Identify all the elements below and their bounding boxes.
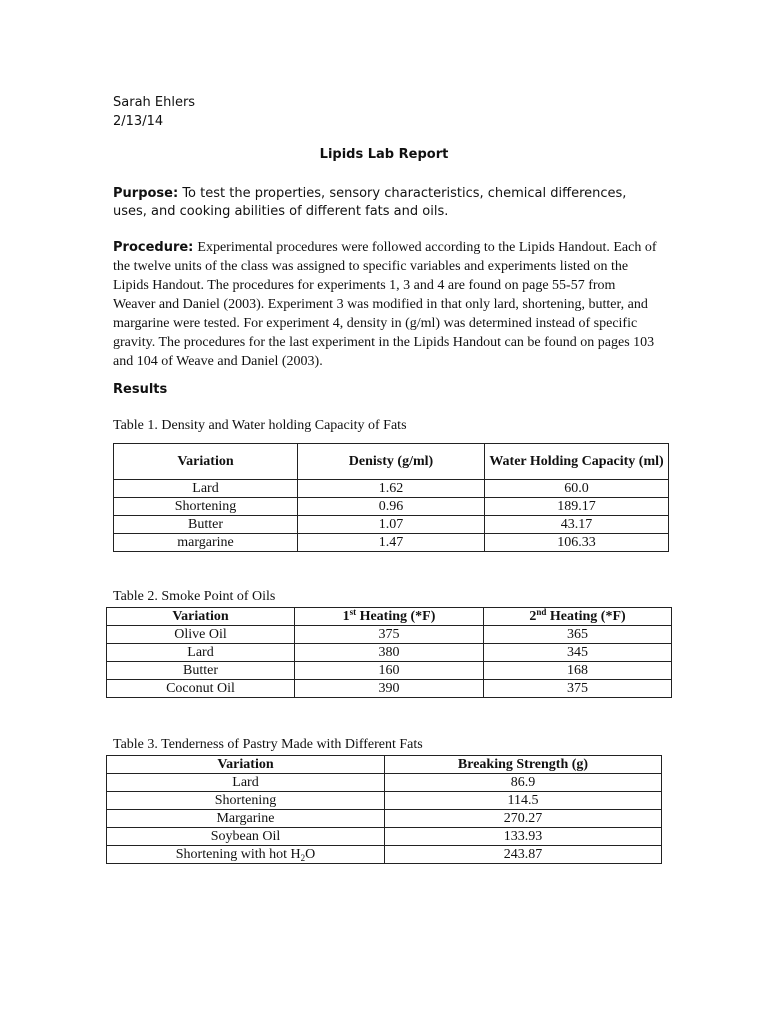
- author-name: Sarah Ehlers: [113, 95, 196, 110]
- table-row: [107, 774, 662, 792]
- report-title: Lipids Lab Report: [319, 147, 449, 162]
- purpose-paragraph: [113, 185, 658, 221]
- table-row: [114, 498, 669, 516]
- table-cell: 114.5: [385, 792, 662, 810]
- table-row: [107, 810, 662, 828]
- procedure-paragraph: [113, 238, 658, 371]
- table-row: [107, 792, 662, 810]
- table-cell: Soybean Oil: [107, 828, 385, 846]
- table-row: [107, 680, 672, 698]
- table-header-cell: Variation: [107, 608, 295, 626]
- table-cell: 43.17: [485, 516, 669, 534]
- table-header-cell: 1st Heating (*F): [295, 608, 484, 626]
- table-cell: 1.47: [298, 534, 485, 552]
- table-header-cell: Variation: [107, 756, 385, 774]
- table-row: [107, 662, 672, 680]
- table-cell: 1.07: [298, 516, 485, 534]
- table-header-cell: 2nd Heating (*F): [484, 608, 672, 626]
- table-cell: 0.96: [298, 498, 485, 516]
- author-block: [113, 93, 195, 131]
- table3-tenderness: [106, 755, 662, 864]
- table2-smoke-point: [106, 607, 672, 698]
- table-cell: Coconut Oil: [107, 680, 295, 698]
- table-cell: 160: [295, 662, 484, 680]
- table-row: [107, 828, 662, 846]
- table-cell: 243.87: [385, 846, 662, 864]
- table-header-cell: Denisty (g/ml): [298, 444, 485, 480]
- table-cell: Butter: [114, 516, 298, 534]
- table-cell: Lard: [107, 774, 385, 792]
- table-cell: Margarine: [107, 810, 385, 828]
- table-row: [114, 534, 669, 552]
- table-cell: 1.62: [298, 480, 485, 498]
- table-cell: Shortening: [114, 498, 298, 516]
- table-header-row: [107, 608, 672, 626]
- table-cell: 189.17: [485, 498, 669, 516]
- table-cell: 270.27: [385, 810, 662, 828]
- table-row: [107, 626, 672, 644]
- purpose-text: To test the properties, sensory characteristics, chemical differences, uses, and cooking abilities of different fats and oils.: [113, 186, 627, 219]
- table1-caption: Table 1. Density and Water holding Capacity of Fats: [113, 418, 407, 433]
- table-header-cell: Breaking Strength (g): [385, 756, 662, 774]
- table-cell: Butter: [107, 662, 295, 680]
- table-cell: 365: [484, 626, 672, 644]
- table-cell: 86.9: [385, 774, 662, 792]
- table-cell: Olive Oil: [107, 626, 295, 644]
- table-cell: 375: [295, 626, 484, 644]
- table-header-row: [114, 444, 669, 480]
- table-header-row: [107, 756, 662, 774]
- table-row: [114, 480, 669, 498]
- table-header-cell: Variation: [114, 444, 298, 480]
- table-cell: 168: [484, 662, 672, 680]
- table-cell: 133.93: [385, 828, 662, 846]
- table-row: [107, 846, 662, 864]
- table-header-cell: Water Holding Capacity (ml): [485, 444, 669, 480]
- table-row: [107, 644, 672, 662]
- table-cell: 375: [484, 680, 672, 698]
- table-cell: Shortening: [107, 792, 385, 810]
- table-cell: margarine: [114, 534, 298, 552]
- table-cell: 106.33: [485, 534, 669, 552]
- table-cell: Lard: [114, 480, 298, 498]
- table-cell: 60.0: [485, 480, 669, 498]
- table-cell: Lard: [107, 644, 295, 662]
- table-row: [114, 516, 669, 534]
- procedure-text: Experimental procedures were followed according to the Lipids Handout. Each of the twelve units of the class was assigned to specific variables and experiments listed on the Lipids Handout. The procedures for experiments 1, 3 and 4 are found on page 55-57 from Weaver and Daniel (2003). Experiment 3 was modified in that only lard, shortening, butter, and margarine were tested. For experiment 4, density in (g/ml) was determined instead of specific gravity. The procedures for the last experiment in the Lipids Handout can be found on pages 103 and 104 of Weave and Daniel (2003).: [113, 240, 657, 369]
- purpose-label: Purpose:: [113, 186, 179, 201]
- table1-density: [113, 443, 669, 552]
- table2-caption: Table 2. Smoke Point of Oils: [113, 589, 276, 604]
- table-cell: 390: [295, 680, 484, 698]
- table-cell: 380: [295, 644, 484, 662]
- author-date: 2/13/14: [113, 114, 164, 129]
- results-heading: Results: [113, 382, 168, 397]
- procedure-label: Procedure:: [113, 240, 194, 255]
- table-cell: 345: [484, 644, 672, 662]
- table3-caption: Table 3. Tenderness of Pastry Made with Different Fats: [113, 737, 423, 752]
- table-cell: Shortening with hot H2O: [107, 846, 385, 864]
